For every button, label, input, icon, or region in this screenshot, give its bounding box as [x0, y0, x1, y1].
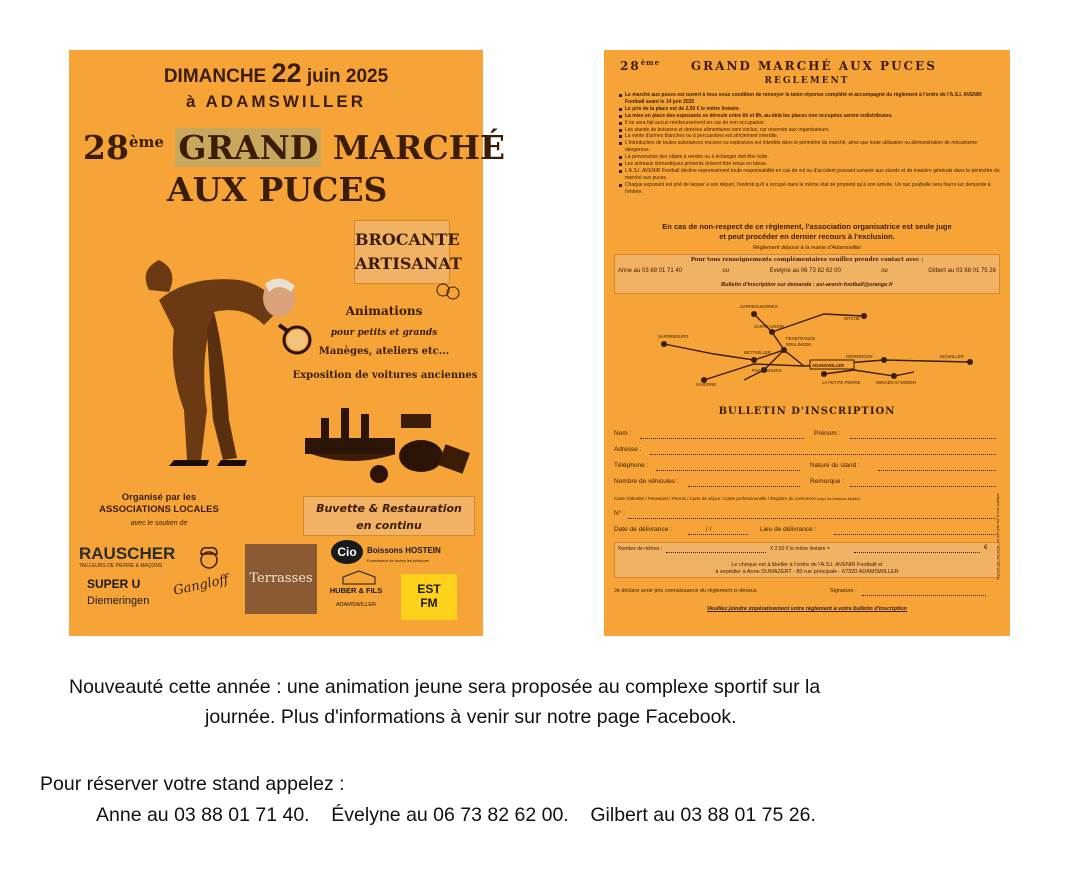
- news-line-1: Nouveauté cette année : une animation jeune sera proposée au complexe sportif sur la: [69, 676, 821, 698]
- huber-location: ADAMSWILLER: [335, 602, 377, 608]
- rule-item: La provenance des objets à vendre ou à échanger doit être licite.: [618, 154, 1000, 161]
- field-nom-label: Nom :: [614, 430, 632, 437]
- support-text: avec le soutien de: [130, 520, 188, 527]
- map-label: SARREBOURG: [658, 334, 689, 339]
- map-label: FENETRANGE: [786, 336, 816, 341]
- field-num-label: N° :: [614, 510, 625, 517]
- boissons-logo: Boissons HOSTEIN: [367, 546, 441, 555]
- num-input-line[interactable]: [628, 518, 996, 519]
- cio-logo: Cio: [331, 540, 363, 564]
- reglement-depose: Règlement déposé à la mairie d'Adamswiller: [752, 245, 862, 251]
- house-icon: [339, 570, 379, 586]
- field-telephone-label: Téléphone :: [614, 462, 649, 469]
- bulletin-title: BULLETIN D'INSCRIPTION: [718, 406, 896, 417]
- animations-heading: Animations: [345, 304, 423, 318]
- contact-numbers: Anne au 03 88 01 71 40 ou Evelyne au 06 73 82 62 00 ou Gilbert au 03 88 01 75 26: [618, 268, 996, 274]
- field-nature-label: Nature du stand :: [810, 462, 860, 469]
- rule-item: La mise en place des exposants se déroule entre 6h et 8h, au-delà les places non occupées seront redistribuées.: [618, 113, 1000, 120]
- maneges-text: Manèges, ateliers etc...: [318, 346, 450, 357]
- brocante-box: [354, 220, 462, 284]
- rauscher-subtitle: TAILLEURS DE PIERRE & MAÇONS: [79, 563, 163, 569]
- artisanat-label: ARTISANAT: [355, 254, 462, 273]
- poster-date: [69, 58, 483, 89]
- location-map: [644, 300, 974, 390]
- super-u-logo: SUPER U: [87, 577, 141, 591]
- map-label: OERMINGEN: [846, 354, 873, 359]
- gangloff-logo: Gangloff: [172, 572, 230, 599]
- edition-suffix: ème: [128, 133, 164, 151]
- map-label: SARREGUEMINES: [740, 304, 778, 309]
- map-label-destination: ADAMSWILLER: [812, 363, 845, 368]
- exposition-text: Exposition de voitures anciennes: [292, 370, 478, 381]
- signature-label: Signature :: [830, 588, 857, 594]
- rule-item: L'A.S.I. AVENIR Football décline expressément toute responsabilité en cas de vol ou d'accident pouvant survenir aux stands et de manière générale dans le périmètre du marché aux puces.: [618, 168, 1000, 182]
- map-label: LA PETITE PIERRE: [822, 380, 861, 385]
- map-label: PHALSBOURG: [752, 368, 782, 373]
- bulletin-email: Bulletin d'inscription sur demande : asi-avenir-football@orange.fr: [721, 282, 893, 288]
- map-label: INGWILLER: [940, 354, 964, 359]
- buvette-box: Buvette & Restauration en continu: [303, 496, 475, 536]
- field-adresse-label: Adresse :: [614, 446, 642, 453]
- contact-header: Pour tous renseignements complémentaires veuillez prendre contact avec :: [690, 257, 924, 263]
- map-label: SAVERNE: [696, 382, 717, 387]
- rule-item: Le marché aux puces est ouvert à tous sous condition de renvoyer le talon réponse complété et accompagné du règlement à l'ordre de l'A.S.I. AVENIR Football avant le 14 juin 2025: [618, 92, 1000, 106]
- field-date-label: Date de délivrance :: [614, 526, 672, 533]
- rule-item: Les animaux domestiques présents doivent être tenus en laisse.: [618, 161, 1000, 168]
- rules-list: [618, 92, 1000, 196]
- euro-sign: €: [984, 544, 988, 551]
- boissons-subtitle: Fournisseur de toutes les boissons: [367, 558, 429, 563]
- adresse-input-line[interactable]: [650, 454, 996, 455]
- map-label: BETTWILLER: [744, 350, 771, 355]
- rules-heading: REGLEMENT: [764, 76, 850, 86]
- nature-input-line[interactable]: [878, 470, 996, 471]
- edition-number: 28: [83, 128, 129, 167]
- non-respect-text: En cas de non-respect de ce règlement, l'association organisatrice est seule juge et peut procéder en dernier recours à l'exclusion.: [662, 222, 952, 241]
- antiques-illustration: [301, 388, 481, 488]
- remorque-input-line[interactable]: [850, 486, 996, 487]
- signature-input-line[interactable]: [862, 595, 986, 596]
- date-input-line[interactable]: [688, 534, 748, 535]
- news-line-2: journée. Plus d'informations à venir sur notre page Facebook.: [205, 706, 737, 728]
- field-lieu-label: Lieu de délivrance :: [760, 526, 817, 533]
- map-label: WINGEN S/ MODER: [876, 380, 917, 385]
- field-remorque-label: Remorque :: [810, 478, 844, 485]
- balloons-icon: [433, 280, 463, 310]
- rauscher-logo: RAUSCHER: [79, 544, 176, 563]
- rule-item: La vente d'armes blanches ou à percussions est strictement interdite.: [618, 133, 1000, 140]
- rules-form-sheet: [604, 50, 1010, 636]
- rule-item: Les stands de boissons et denrées alimentaires sont exclus, car réservés aux organisateurs.: [618, 127, 1000, 134]
- lieu-input-line[interactable]: [834, 534, 996, 535]
- rule-item: L'introduction de toutes substances nocives ou explosives est interdite dans le périmètre du marché, ainsi que toute utilisation ou démonstration de mécanisme dangereux.: [618, 140, 1000, 154]
- map-label: BITCHE: [844, 316, 860, 321]
- title-grand: GRAND: [175, 128, 321, 167]
- animations-subtitle: pour petits et grands: [330, 328, 438, 338]
- est-fm-logo: EST FM: [401, 574, 457, 620]
- title-marche: MARCHÉ: [332, 128, 506, 167]
- vehicules-input-line[interactable]: [688, 486, 800, 487]
- poster-title: [83, 128, 505, 167]
- declaration-text: Je déclare avoir pris connaissance du règlement ci-dessus: [614, 588, 757, 594]
- poster-title-line2: AUX PUCES: [167, 170, 388, 209]
- brocante-label: BROCANTE: [355, 230, 460, 249]
- field-metres-label: Nombre de mètres :: [618, 546, 663, 552]
- date-prefix: DIMANCHE: [163, 66, 267, 87]
- sheet-footer: Veuillez joindre impérativement votre règlement à votre bulletin d'inscription: [706, 606, 908, 612]
- field-prix-label: X 2,50 € le mètre linéaire =: [770, 546, 830, 552]
- nom-input-line[interactable]: [640, 438, 804, 439]
- sheet-title: 28ème GRAND MARCHÉ AUX PUCES: [620, 58, 937, 73]
- rule-item: Il ne sera fait aucun remboursement en cas de non occupation.: [618, 120, 1000, 127]
- map-label: DRULINGEN: [786, 342, 812, 347]
- field-carte-label: Carte d'identité / Passeport / Permis / Carte de séjour / Carte professionnelle / Registre du commerce (rayer les mentions inutiles): [614, 496, 860, 501]
- huber-logo: HUBER & FILS: [329, 586, 383, 595]
- prenom-input-line[interactable]: [850, 438, 996, 439]
- print-note: Imprimé par nos soins - ne pas jeter sur la voie publique: [996, 493, 1000, 580]
- telephone-input-line[interactable]: [656, 470, 800, 471]
- chef-icon: [195, 544, 223, 572]
- metres-input-line[interactable]: [666, 552, 766, 553]
- poster-location: à ADAMSWILLER: [185, 92, 367, 111]
- rule-item: Chaque exposant est prié de laisser à son départ, l'endroit qu'il a occupé dans le même état de propreté qu'à son arrivée. Un sac poubelle sera fourni sur demande à l'entrée.: [618, 182, 1000, 196]
- date-separator: / /: [706, 526, 712, 533]
- reserve-heading: Pour réserver votre stand appelez :: [40, 773, 345, 795]
- organiser-text: Organisé par les ASSOCIATIONS LOCALES: [99, 492, 219, 515]
- map-label: SARRE-UNION: [754, 324, 785, 329]
- rule-item: Le prix de la place est de 2,50 € le mètre linéaire: [618, 106, 1000, 113]
- man-magnifier-illustration: [129, 220, 319, 470]
- field-prenom-label: Prénom :: [814, 430, 841, 437]
- diemeringen-text: Diemeringen: [87, 595, 150, 607]
- reserve-contacts: Anne au 03 88 01 71 40. Évelyne au 06 73 82 62 00. Gilbert au 03 88 01 75 26.: [96, 804, 816, 826]
- event-poster: [69, 50, 506, 636]
- date-day: 22: [271, 58, 302, 88]
- field-vehicules-label: Nombre de véhicules :: [614, 478, 679, 485]
- terrasses-logo: Terrasses: [245, 544, 317, 614]
- date-suffix: juin 2025: [306, 66, 389, 87]
- cheque-instructions: Le chèque est à libeller à l'ordre de l'A.S.I. AVENIR Football et à expédier à Anne DUMAZERT - 80 rue principale - 67320 ADAMSWILLER: [715, 562, 899, 575]
- total-input-line[interactable]: [854, 552, 980, 553]
